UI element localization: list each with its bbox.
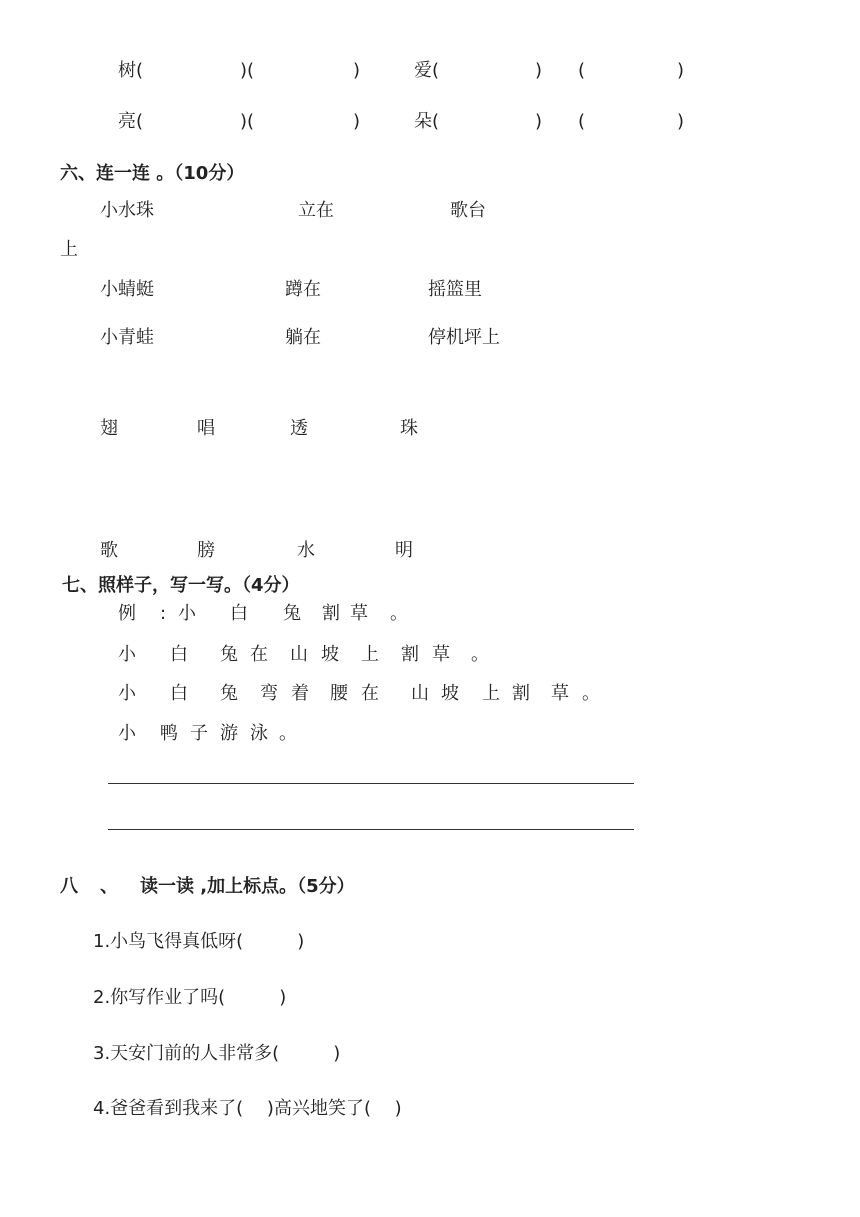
char-match-bottom: 歌 — [100, 540, 118, 561]
punctuation-item-3[interactable]: 3.天安门前的人非常多( ) — [93, 1043, 341, 1064]
word: 小 — [178, 603, 196, 624]
match-verb: 蹲在 — [285, 279, 321, 300]
bracket: )( — [240, 111, 255, 132]
bracket: ( — [578, 111, 586, 132]
section-8-number: 八 — [60, 876, 78, 897]
bracket: ) — [353, 60, 361, 81]
char-match-bottom: 明 — [395, 540, 413, 561]
match-place: 停机坪上 — [428, 327, 500, 348]
match-subject: 小蜻蜓 — [100, 279, 154, 300]
char-prompt: 爱( — [414, 60, 440, 81]
match-verb: 躺在 — [285, 327, 321, 348]
match-subject: 小青蛙 — [100, 327, 154, 348]
section-8-separator: 、 — [100, 876, 118, 897]
char-prompt: 树( — [118, 60, 144, 81]
bracket: ) — [535, 111, 543, 132]
char-match-top: 珠 — [400, 418, 418, 439]
word: : — [160, 603, 167, 624]
section-7-title: 七、照样子，写一写。（4分） — [62, 575, 300, 596]
match-place: 摇篮里 — [428, 279, 482, 300]
match-subject: 小水珠 — [100, 200, 154, 221]
bracket: ) — [535, 60, 543, 81]
word: 弯 — [260, 683, 278, 704]
word: 兔 — [220, 683, 238, 704]
word: 在 — [250, 644, 268, 665]
answer-line-2[interactable] — [108, 829, 634, 830]
word: 小 — [118, 683, 136, 704]
word: 山 — [411, 683, 429, 704]
match-place: 歌台 — [450, 200, 486, 221]
word: 割 — [512, 683, 530, 704]
word: 着 — [291, 683, 309, 704]
word: 。 — [390, 603, 408, 624]
section-6-title: 六、连一连 。（10分） — [60, 163, 245, 184]
bracket: ) — [677, 111, 685, 132]
bracket: ( — [578, 60, 586, 81]
word: 草 — [432, 644, 450, 665]
punctuation-item-2[interactable]: 2.你写作业了吗( ) — [93, 987, 287, 1008]
word: 游 — [220, 723, 238, 744]
word: 。 — [582, 683, 600, 704]
word: 小 — [118, 644, 136, 665]
section-8-title: 读一读 ,加上标点。（5分） — [140, 876, 355, 897]
word: 白 — [170, 644, 188, 665]
word: 子 — [190, 723, 208, 744]
word: 白 — [230, 603, 248, 624]
char-prompt: 朵( — [414, 111, 440, 132]
bracket: ) — [353, 111, 361, 132]
word: 割 — [401, 644, 419, 665]
word: 兔 — [220, 644, 238, 665]
bracket: )( — [240, 60, 255, 81]
match-verb: 立在 — [298, 200, 334, 221]
word: 上 — [482, 683, 500, 704]
word: 上 — [361, 644, 379, 665]
word: 坡 — [441, 683, 459, 704]
char-match-top: 透 — [290, 418, 308, 439]
word: 例 — [118, 603, 136, 624]
word: 草 — [350, 603, 368, 624]
answer-line-1[interactable] — [108, 783, 634, 784]
word: 。 — [471, 644, 489, 665]
word: 腰 — [330, 683, 348, 704]
word: 坡 — [321, 644, 339, 665]
word: 割 — [322, 603, 340, 624]
word: 泳 — [250, 723, 268, 744]
punctuation-item-1[interactable]: 1.小鸟飞得真低呀( ) — [93, 931, 305, 952]
char-match-top: 唱 — [197, 418, 215, 439]
word: 在 — [361, 683, 379, 704]
char-match-top: 翅 — [100, 418, 118, 439]
bracket: ) — [677, 60, 685, 81]
char-match-bottom: 水 — [297, 540, 315, 561]
word: 鸭 — [160, 723, 178, 744]
word: 小 — [118, 723, 136, 744]
match-place-wrap: 上 — [60, 239, 78, 260]
word: 白 — [170, 683, 188, 704]
word: 。 — [279, 723, 297, 744]
char-match-bottom: 膀 — [197, 540, 215, 561]
word: 山 — [290, 644, 308, 665]
punctuation-item-4[interactable]: 4.爸爸看到我来了( )高兴地笑了( ) — [93, 1098, 402, 1119]
char-prompt: 亮( — [118, 111, 144, 132]
word: 兔 — [283, 603, 301, 624]
word: 草 — [551, 683, 569, 704]
